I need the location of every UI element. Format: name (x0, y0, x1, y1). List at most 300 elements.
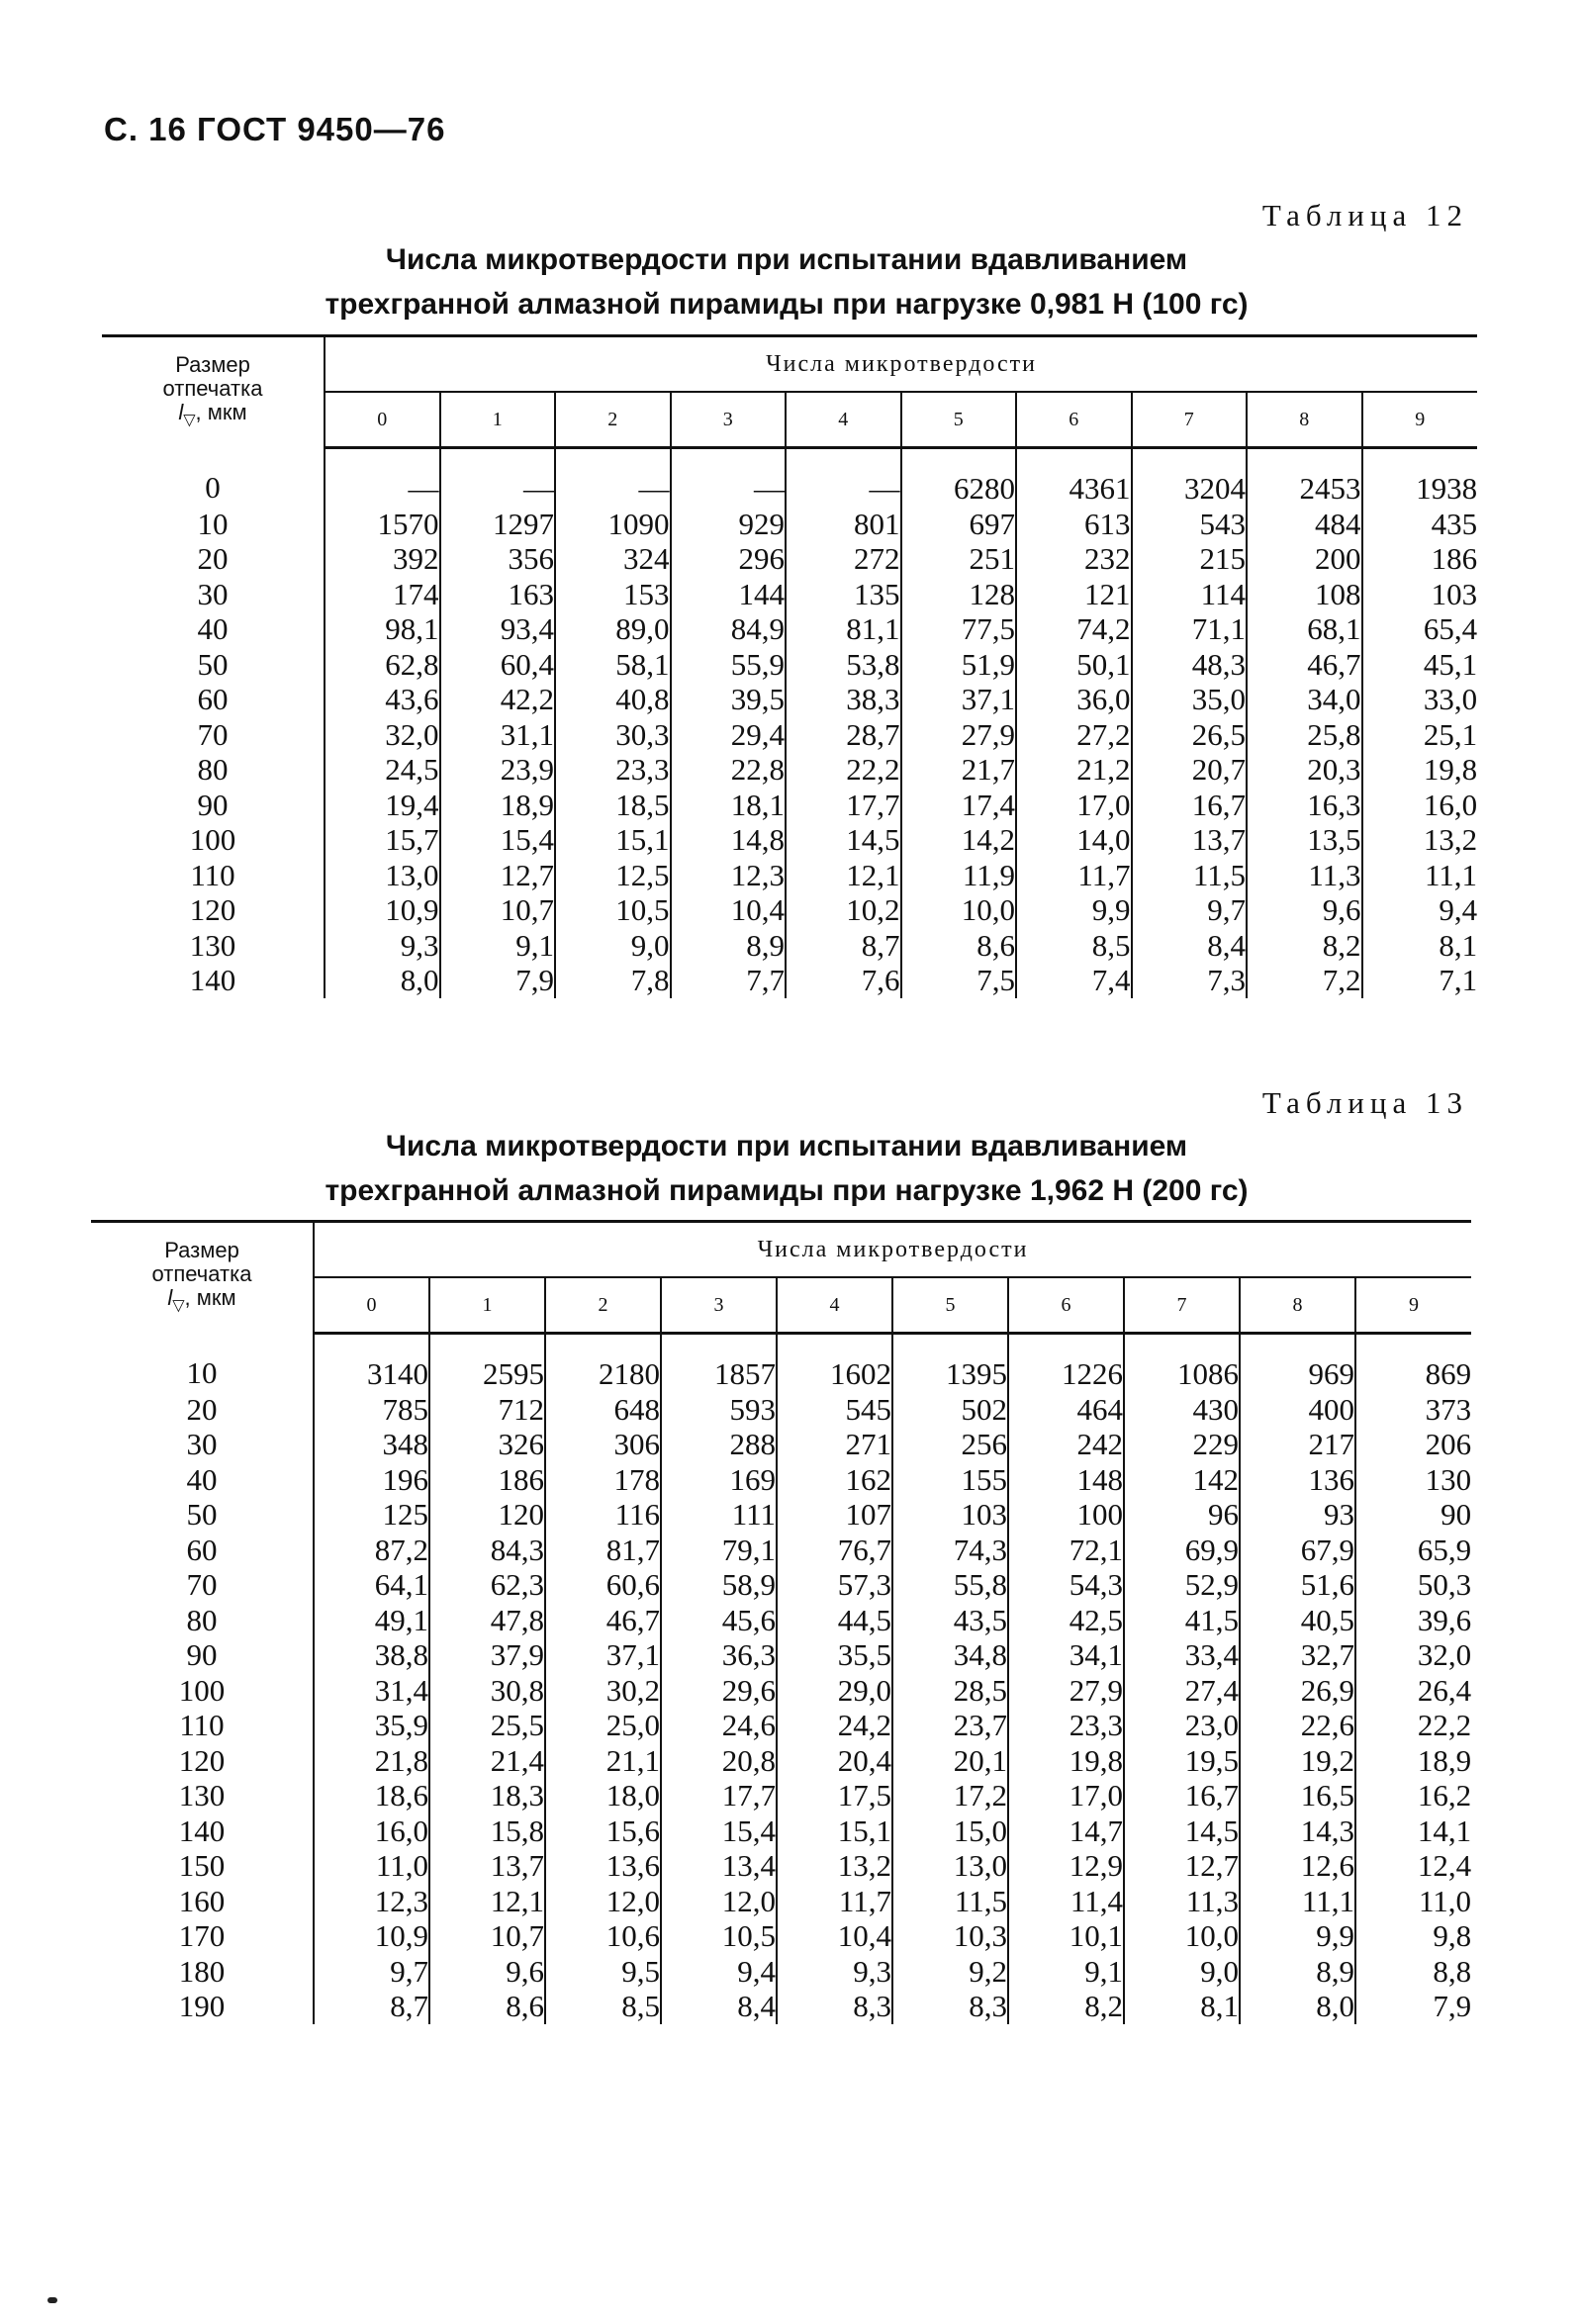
hardness-value-cell: 15,7 (325, 822, 440, 858)
hardness-value-cell: 12,0 (661, 1884, 777, 1919)
hardness-value-cell: 11,7 (1016, 858, 1132, 893)
hardness-value-cell: 13,7 (1132, 822, 1248, 858)
hardness-value-cell: 98,1 (325, 611, 440, 647)
size-header-line3 (91, 1286, 313, 1318)
table-12 (102, 334, 1477, 998)
hardness-value-cell: 81,1 (786, 611, 901, 647)
hardness-group-header: Числа микротвердости (314, 1222, 1471, 1278)
hardness-value-cell: — (440, 448, 556, 507)
hardness-value-cell: 15,4 (661, 1813, 777, 1849)
hardness-value-cell: 8,3 (777, 1989, 892, 2024)
row-size-cell: 80 (197, 752, 229, 787)
table-row (91, 1533, 1471, 1568)
hardness-value-cell: 8,1 (1124, 1989, 1240, 2024)
hardness-value-cell: 7,7 (671, 963, 787, 998)
hardness-value-cell: 71,1 (1132, 611, 1248, 647)
table-row (91, 1673, 1471, 1709)
hardness-value-cell: 13,7 (429, 1848, 545, 1884)
hardness-value-cell: 12,9 (1008, 1848, 1124, 1884)
hardness-value-cell: 18,3 (429, 1778, 545, 1813)
hardness-value-cell: 8,0 (325, 963, 440, 998)
hardness-value-cell: 48,3 (1132, 647, 1248, 683)
hardness-value-cell: 8,4 (1132, 928, 1248, 964)
hardness-value-cell: — (671, 448, 787, 507)
table-row (91, 1567, 1471, 1603)
hardness-value-cell: 19,2 (1240, 1743, 1355, 1779)
hardness-value-cell: 69,9 (1124, 1533, 1240, 1568)
table-row (102, 682, 1477, 717)
hardness-value-cell: 24,5 (325, 752, 440, 788)
hardness-value-cell: 47,8 (429, 1603, 545, 1638)
hardness-value-cell: 14,8 (671, 822, 787, 858)
row-size-cell: 60 (186, 1532, 218, 1567)
hardness-value-cell: 8,7 (786, 928, 901, 964)
digit-column-header: 3 (661, 1277, 777, 1334)
table-13-title (94, 1124, 1479, 1213)
hardness-value-cell: 12,0 (545, 1884, 661, 1919)
table-row (102, 788, 1477, 823)
hardness-value-cell: 42,5 (1008, 1603, 1124, 1638)
hardness-value-cell: 712 (429, 1392, 545, 1428)
hardness-value-cell: 67,9 (1240, 1533, 1355, 1568)
row-size-cell: 140 (189, 963, 236, 997)
table-row (91, 1918, 1471, 1954)
hardness-value-cell: 242 (1008, 1427, 1124, 1462)
hardness-value-cell: 7,5 (901, 963, 1017, 998)
hardness-value-cell: 162 (777, 1462, 892, 1498)
hardness-value-cell: 34,0 (1247, 682, 1362, 717)
hardness-value-cell: 39,5 (671, 682, 787, 717)
hardness-value-cell: 12,3 (314, 1884, 429, 1919)
hardness-value-cell: 16,0 (1362, 788, 1478, 823)
row-size-cell: 40 (197, 611, 229, 646)
hardness-value-cell: 25,5 (429, 1708, 545, 1743)
hardness-value-cell: 17,0 (1016, 788, 1132, 823)
hardness-value-cell: 65,9 (1355, 1533, 1471, 1568)
hardness-value-cell: 35,0 (1132, 682, 1248, 717)
hardness-value-cell: 8,3 (892, 1989, 1008, 2024)
digit-column-header: 2 (555, 392, 671, 448)
hardness-value-cell: 21,7 (901, 752, 1017, 788)
hardness-value-cell: 1086 (1124, 1334, 1240, 1392)
row-size-cell: 110 (179, 1708, 225, 1742)
hardness-value-cell: 18,5 (555, 788, 671, 823)
size-header-line2: отпечатка (162, 375, 263, 401)
hardness-value-cell: 1938 (1362, 448, 1478, 507)
hardness-value-cell: 23,0 (1124, 1708, 1240, 1743)
table-row (91, 1954, 1471, 1990)
hardness-value-cell: 12,1 (429, 1884, 545, 1919)
row-size-cell: 120 (178, 1742, 226, 1778)
table-row (102, 647, 1477, 683)
hardness-value-cell: 26,4 (1355, 1673, 1471, 1709)
hardness-value-cell: 271 (777, 1427, 892, 1462)
table-13 (91, 1220, 1471, 2024)
hardness-value-cell: 8,1 (1362, 928, 1478, 964)
hardness-value-cell: 27,2 (1016, 717, 1132, 753)
hardness-value-cell: 11,1 (1240, 1884, 1355, 1919)
hardness-value-cell: 84,3 (429, 1533, 545, 1568)
hardness-value-cell: 12,7 (440, 858, 556, 893)
hardness-value-cell: 19,8 (1008, 1743, 1124, 1779)
hardness-value-cell: 6280 (901, 448, 1017, 507)
digit-column-header: 1 (429, 1277, 545, 1334)
triangle-symbol: ▽ (172, 1296, 185, 1314)
hardness-value-cell: 57,3 (777, 1567, 892, 1603)
hardness-value-cell: 31,4 (314, 1673, 429, 1709)
row-size-cell: 80 (186, 1602, 218, 1637)
hardness-value-cell: 60,6 (545, 1567, 661, 1603)
hardness-value-cell: 62,8 (325, 647, 440, 683)
hardness-value-cell: 36,0 (1016, 682, 1132, 717)
row-size-cell: 60 (197, 682, 229, 716)
hardness-value-cell: 76,7 (777, 1533, 892, 1568)
row-size-cell: 20 (197, 541, 229, 576)
table-row (91, 1392, 1471, 1428)
hardness-value-cell: 43,6 (325, 682, 440, 717)
digit-column-header: 1 (440, 392, 556, 448)
row-size-cell: 170 (178, 1918, 226, 1953)
hardness-value-cell: 89,0 (555, 611, 671, 647)
row-size-cell: 100 (189, 822, 236, 857)
hardness-value-cell: 77,5 (901, 611, 1017, 647)
digit-column-header: 9 (1355, 1277, 1471, 1334)
hardness-value-cell: 430 (1124, 1392, 1240, 1428)
hardness-value-cell: 10,0 (1124, 1918, 1240, 1954)
hardness-value-cell: 33,4 (1124, 1637, 1240, 1673)
table-row (102, 752, 1477, 788)
hardness-value-cell: 9,9 (1016, 892, 1132, 928)
hardness-value-cell: 9,0 (1124, 1954, 1240, 1990)
hardness-value-cell: 400 (1240, 1392, 1355, 1428)
hardness-value-cell: 178 (545, 1462, 661, 1498)
hardness-value-cell: 17,0 (1008, 1778, 1124, 1813)
hardness-value-cell: 68,1 (1247, 611, 1362, 647)
row-size-cell: 190 (178, 1989, 226, 2023)
hardness-value-cell: 10,3 (892, 1918, 1008, 1954)
hardness-value-cell: 373 (1355, 1392, 1471, 1428)
hardness-value-cell: 929 (671, 507, 787, 542)
hardness-value-cell: 45,1 (1362, 647, 1478, 683)
hardness-value-cell: 74,3 (892, 1533, 1008, 1568)
hardness-value-cell: 49,1 (314, 1603, 429, 1638)
hardness-value-cell: 18,6 (314, 1778, 429, 1813)
hardness-value-cell: 11,4 (1008, 1884, 1124, 1919)
hardness-value-cell: 103 (892, 1497, 1008, 1533)
hardness-value-cell: 10,4 (671, 892, 787, 928)
hardness-value-cell: 7,6 (786, 963, 901, 998)
hardness-value-cell: 232 (1016, 541, 1132, 577)
hardness-value-cell: 24,2 (777, 1708, 892, 1743)
hardness-value-cell: 1602 (777, 1334, 892, 1392)
hardness-value-cell: 125 (314, 1497, 429, 1533)
hardness-value-cell: 272 (786, 541, 901, 577)
hardness-value-cell: 111 (661, 1497, 777, 1533)
hardness-value-cell: 648 (545, 1392, 661, 1428)
digit-column-header: 4 (786, 392, 901, 448)
hardness-value-cell: 46,7 (1247, 647, 1362, 683)
hardness-value-cell: 135 (786, 577, 901, 612)
table-row (102, 892, 1477, 928)
hardness-value-cell: 55,8 (892, 1567, 1008, 1603)
hardness-value-cell: 10,7 (429, 1918, 545, 1954)
digit-column-header: 8 (1240, 1277, 1355, 1334)
hardness-value-cell: 200 (1247, 541, 1362, 577)
hardness-value-cell: 90 (1355, 1497, 1471, 1533)
hardness-value-cell: 39,6 (1355, 1603, 1471, 1638)
hardness-value-cell: 593 (661, 1392, 777, 1428)
hardness-value-cell: 36,3 (661, 1637, 777, 1673)
hardness-value-cell: 93,4 (440, 611, 556, 647)
hardness-value-cell: 12,1 (786, 858, 901, 893)
hardness-value-cell: 8,9 (671, 928, 787, 964)
hardness-value-cell: 186 (429, 1462, 545, 1498)
hardness-value-cell: 25,0 (545, 1708, 661, 1743)
hardness-value-cell: 40,5 (1240, 1603, 1355, 1638)
hardness-value-cell: 9,9 (1240, 1918, 1355, 1954)
hardness-value-cell: 12,4 (1355, 1848, 1471, 1884)
table-row (102, 611, 1477, 647)
hardness-value-cell: 72,1 (1008, 1533, 1124, 1568)
table-row (102, 858, 1477, 893)
hardness-value-cell: 2180 (545, 1334, 661, 1392)
table-row (102, 822, 1477, 858)
table-row (102, 717, 1477, 753)
hardness-value-cell: 256 (892, 1427, 1008, 1462)
hardness-value-cell: 229 (1124, 1427, 1240, 1462)
hardness-value-cell: 31,1 (440, 717, 556, 753)
hardness-value-cell: 14,5 (1124, 1813, 1240, 1849)
digit-column-header: 7 (1132, 392, 1248, 448)
row-size-cell: 180 (178, 1953, 226, 1989)
hardness-value-cell: 543 (1132, 507, 1248, 542)
hardness-value-cell: 9,4 (1362, 892, 1478, 928)
hardness-value-cell: 11,5 (892, 1884, 1008, 1919)
hardness-value-cell: 3204 (1132, 448, 1248, 507)
hardness-value-cell: 9,0 (555, 928, 671, 964)
hardness-value-cell: 38,3 (786, 682, 901, 717)
table-row (102, 448, 1477, 507)
table-row (102, 541, 1477, 577)
scan-mark (47, 2297, 57, 2303)
digit-column-header: 8 (1247, 392, 1362, 448)
hardness-value-cell: 62,3 (429, 1567, 545, 1603)
hardness-value-cell: 103 (1362, 577, 1478, 612)
size-unit: , мкм (184, 1284, 236, 1310)
hardness-value-cell: 21,2 (1016, 752, 1132, 788)
hardness-value-cell: 869 (1355, 1334, 1471, 1392)
hardness-value-cell: 114 (1132, 577, 1248, 612)
hardness-value-cell: 30,3 (555, 717, 671, 753)
hardness-value-cell: 15,8 (429, 1813, 545, 1849)
table-row (91, 1497, 1471, 1533)
hardness-value-cell: 148 (1008, 1462, 1124, 1498)
hardness-value-cell: 87,2 (314, 1533, 429, 1568)
hardness-value-cell: 21,8 (314, 1743, 429, 1779)
hardness-value-cell: 25,1 (1362, 717, 1478, 753)
hardness-value-cell: 1090 (555, 507, 671, 542)
row-size-cell: 30 (186, 1427, 218, 1461)
hardness-value-cell: 18,9 (1355, 1743, 1471, 1779)
digit-column-header: 7 (1124, 1277, 1240, 1334)
table-13-title-line1: Числа микротвердости при испытании вдавливанием (385, 1130, 1188, 1162)
hardness-value-cell: 28,7 (786, 717, 901, 753)
row-size-cell: 70 (186, 1567, 218, 1602)
row-size-cell: 30 (197, 576, 229, 611)
hardness-value-cell: 53,8 (786, 647, 901, 683)
hardness-value-cell: 142 (1124, 1462, 1240, 1498)
table-row (91, 1813, 1471, 1849)
hardness-value-cell: 23,9 (440, 752, 556, 788)
hardness-value-cell: 18,1 (671, 788, 787, 823)
hardness-value-cell: 22,8 (671, 752, 787, 788)
hardness-value-cell: 37,1 (901, 682, 1017, 717)
hardness-value-cell: 8,8 (1355, 1954, 1471, 1990)
table-row (91, 1743, 1471, 1779)
hardness-value-cell: 14,1 (1355, 1813, 1471, 1849)
row-size-cell: 0 (205, 470, 221, 506)
hardness-value-cell: 9,6 (429, 1954, 545, 1990)
hardness-value-cell: 613 (1016, 507, 1132, 542)
hardness-value-cell: 7,1 (1362, 963, 1478, 998)
size-unit: , мкм (195, 399, 247, 424)
hardness-value-cell: 17,7 (661, 1778, 777, 1813)
hardness-value-cell: 697 (901, 507, 1017, 542)
table-row (91, 1603, 1471, 1638)
digit-column-header: 6 (1016, 392, 1132, 448)
hardness-value-cell: 8,7 (314, 1989, 429, 2024)
table-row (102, 507, 1477, 542)
row-size-cell: 10 (197, 506, 229, 541)
hardness-value-cell: 2453 (1247, 448, 1362, 507)
hardness-value-cell: 288 (661, 1427, 777, 1462)
triangle-symbol: ▽ (183, 411, 196, 428)
row-size-cell: 120 (189, 892, 236, 927)
hardness-value-cell: 8,2 (1008, 1989, 1124, 2024)
hardness-value-cell: 74,2 (1016, 611, 1132, 647)
hardness-value-cell: 16,5 (1240, 1778, 1355, 1813)
hardness-value-cell: 10,9 (325, 892, 440, 928)
hardness-value-cell: 801 (786, 507, 901, 542)
hardness-value-cell: 84,9 (671, 611, 787, 647)
hardness-value-cell: 11,3 (1124, 1884, 1240, 1919)
digit-column-header: 2 (545, 1277, 661, 1334)
hardness-value-cell: 43,5 (892, 1603, 1008, 1638)
hardness-value-cell: 969 (1240, 1334, 1355, 1392)
hardness-value-cell: 169 (661, 1462, 777, 1498)
hardness-value-cell: 24,6 (661, 1708, 777, 1743)
hardness-value-cell: 65,4 (1362, 611, 1478, 647)
hardness-value-cell: 14,5 (786, 822, 901, 858)
hardness-value-cell: 58,9 (661, 1567, 777, 1603)
digit-column-header: 0 (314, 1277, 429, 1334)
hardness-value-cell: 18,9 (440, 788, 556, 823)
hardness-value-cell: 79,1 (661, 1533, 777, 1568)
hardness-value-cell: 11,1 (1362, 858, 1478, 893)
hardness-value-cell: 10,2 (786, 892, 901, 928)
hardness-value-cell: 13,0 (325, 858, 440, 893)
hardness-value-cell: 163 (440, 577, 556, 612)
hardness-value-cell: 33,0 (1362, 682, 1478, 717)
hardness-value-cell: 14,0 (1016, 822, 1132, 858)
hardness-value-cell: 7,8 (555, 963, 671, 998)
row-size-cell: 150 (178, 1848, 226, 1883)
row-size-cell: 110 (190, 857, 235, 892)
hardness-value-cell: 1857 (661, 1334, 777, 1392)
hardness-value-cell: 14,3 (1240, 1813, 1355, 1849)
table-12-title-line2: трехгранной алмазной пирамиды при нагрузке 0,981 Н (100 гс) (325, 288, 1249, 321)
table-row (91, 1637, 1471, 1673)
hardness-value-cell: 9,1 (440, 928, 556, 964)
digit-column-header: 4 (777, 1277, 892, 1334)
hardness-value-cell: 9,1 (1008, 1954, 1124, 1990)
hardness-value-cell: 13,4 (661, 1848, 777, 1884)
hardness-value-cell: 356 (440, 541, 556, 577)
hardness-value-cell: 15,1 (777, 1813, 892, 1849)
hardness-value-cell: — (325, 448, 440, 507)
table-row (91, 1427, 1471, 1462)
hardness-value-cell: 15,0 (892, 1813, 1008, 1849)
hardness-value-cell: 8,4 (661, 1989, 777, 2024)
hardness-value-cell: 11,7 (777, 1884, 892, 1919)
hardness-value-cell: 22,2 (1355, 1708, 1471, 1743)
table-row (91, 1708, 1471, 1743)
hardness-value-cell: 128 (901, 577, 1017, 612)
hardness-value-cell: 116 (545, 1497, 661, 1533)
hardness-value-cell: 19,8 (1362, 752, 1478, 788)
hardness-value-cell: 38,8 (314, 1637, 429, 1673)
hardness-value-cell: 11,3 (1247, 858, 1362, 893)
row-size-cell: 90 (186, 1637, 218, 1672)
row-size-cell: 20 (186, 1391, 218, 1427)
row-size-cell: 40 (186, 1461, 218, 1497)
hardness-value-cell: 13,5 (1247, 822, 1362, 858)
hardness-value-cell: 206 (1355, 1427, 1471, 1462)
hardness-value-cell: 30,8 (429, 1673, 545, 1709)
hardness-value-cell: 296 (671, 541, 787, 577)
hardness-value-cell: 45,6 (661, 1603, 777, 1638)
hardness-value-cell: 12,7 (1124, 1848, 1240, 1884)
hardness-value-cell: 17,4 (901, 788, 1017, 823)
hardness-value-cell: 9,7 (1132, 892, 1248, 928)
digit-column-header: 5 (901, 392, 1017, 448)
hardness-value-cell: 153 (555, 577, 671, 612)
hardness-value-cell: 13,2 (1362, 822, 1478, 858)
hardness-value-cell: 144 (671, 577, 787, 612)
hardness-value-cell: 10,5 (661, 1918, 777, 1954)
hardness-value-cell: 16,0 (314, 1813, 429, 1849)
hardness-value-cell: 7,9 (440, 963, 556, 998)
hardness-value-cell: 51,9 (901, 647, 1017, 683)
hardness-value-cell: 10,4 (777, 1918, 892, 1954)
hardness-value-cell: 9,5 (545, 1954, 661, 1990)
hardness-value-cell: 22,2 (786, 752, 901, 788)
hardness-value-cell: 22,6 (1240, 1708, 1355, 1743)
hardness-value-cell: 7,4 (1016, 963, 1132, 998)
hardness-value-cell: 40,8 (555, 682, 671, 717)
hardness-value-cell: 464 (1008, 1392, 1124, 1428)
hardness-value-cell: 93 (1240, 1497, 1355, 1533)
hardness-value-cell: 545 (777, 1392, 892, 1428)
row-size-cell: 50 (186, 1497, 218, 1532)
hardness-value-cell: 9,4 (661, 1954, 777, 1990)
hardness-value-cell: 27,4 (1124, 1673, 1240, 1709)
hardness-value-cell: 19,5 (1124, 1743, 1240, 1779)
hardness-value-cell: 2595 (429, 1334, 545, 1392)
hardness-value-cell: 10,9 (314, 1918, 429, 1954)
hardness-value-cell: 28,5 (892, 1673, 1008, 1709)
hardness-value-cell: 10,5 (555, 892, 671, 928)
